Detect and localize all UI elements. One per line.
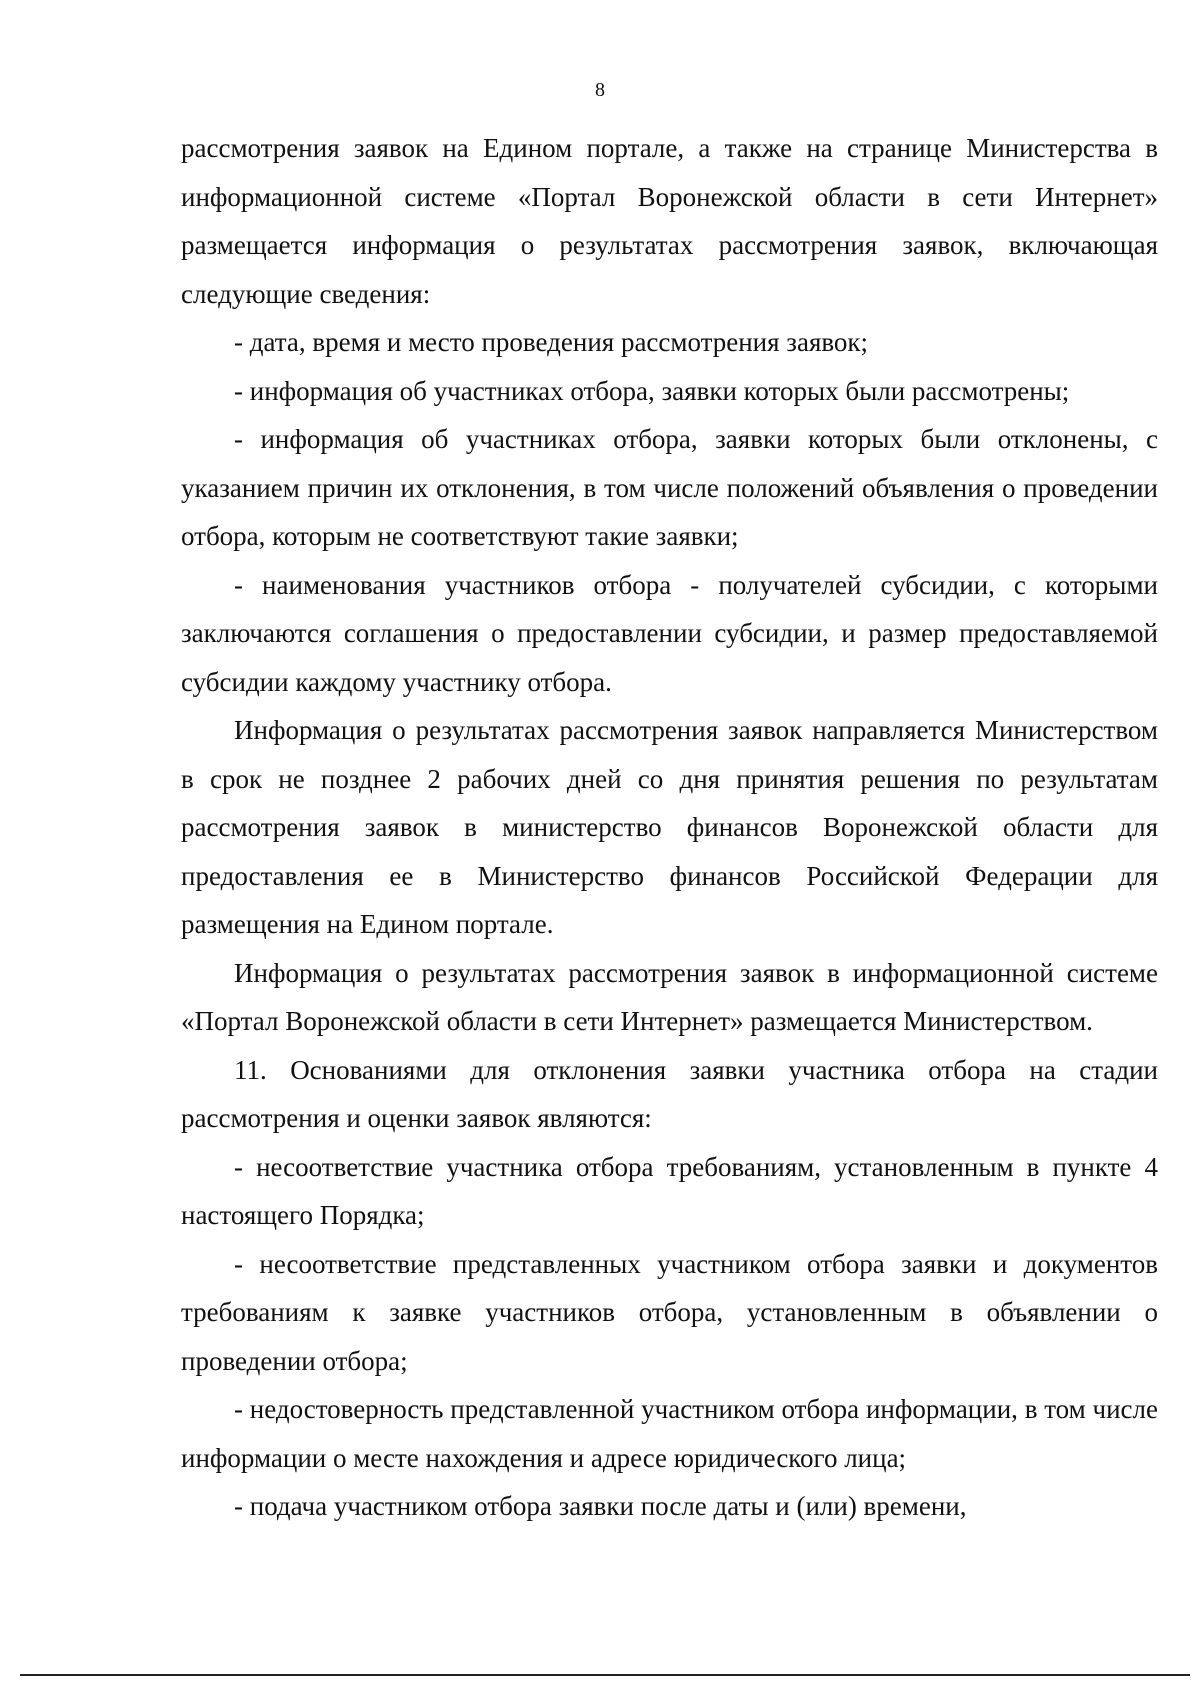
list-item-requirements-mismatch: - несоответствие участника отбора требованиям, установленным в пункте 4 настоящего Порядка; (181, 1151, 1158, 1230)
paragraph-information-posted: Информация о результатах рассмотрения заявок в информационной системе «Портал Воронежской области в сети Интернет» размещается Министерством. (181, 957, 1158, 1036)
paragraph-information-sent: Информация о результатах рассмотрения заявок направляется Министерством в срок не позднее 2 рабочих дней со дня принятия решения по результатам рассмотрения заявок в министерство финансов Воронежской области для предоставления ее в Министерство финансов Российской Федерации для размещения на Едином портале. (181, 715, 1158, 939)
list-item-late-submission: - подача участником отбора заявки после даты и (или) времени, (234, 1491, 967, 1521)
paragraph-clause-11: 11. Основаниями для отклонения заявки участника отбора на стадии рассмотрения и оценки заявок являются: (181, 1054, 1158, 1133)
paragraph-continuation: рассмотрения заявок на Едином портале, а также на странице Министерства в информационной системе «Портал Воронежской области в сети Интернет» размещается информация о результатах рассмотрения заявок, включающая следующие сведения: (181, 133, 1158, 309)
list-item-subsidy-recipients: - наименования участников отбора - получателей субсидии, с которыми заключаются соглашения о предоставлении субсидии, и размер предоставляемой субсидии каждому участнику отбора. (181, 569, 1158, 697)
list-item-reviewed-participants: - информация об участниках отбора, заявки которых были рассмотрены; (234, 375, 1070, 406)
page-number: 8 (595, 79, 605, 101)
document-body (181, 124, 1158, 1531)
list-item-documents-mismatch: - несоответствие представленных участником отбора заявки и документов требованиям к заявке участников отбора, установленным в объявлении о проведении отбора; (181, 1248, 1158, 1376)
list-item-rejected-participants: - информация об участниках отбора, заявки которых были отклонены, с указанием причин их отклонения, в том числе положений объявления о проведении отбора, которым не соответствуют такие заявки; (181, 424, 1158, 551)
list-item-date-time-place: - дата, время и место проведения рассмотрения заявок; (234, 327, 869, 357)
footer-divider (20, 1674, 1190, 1676)
list-item-unreliable-information: - недостоверность представленной участником отбора информации, в том числе информации о месте нахождения и адресе юридического лица; (181, 1394, 1158, 1473)
